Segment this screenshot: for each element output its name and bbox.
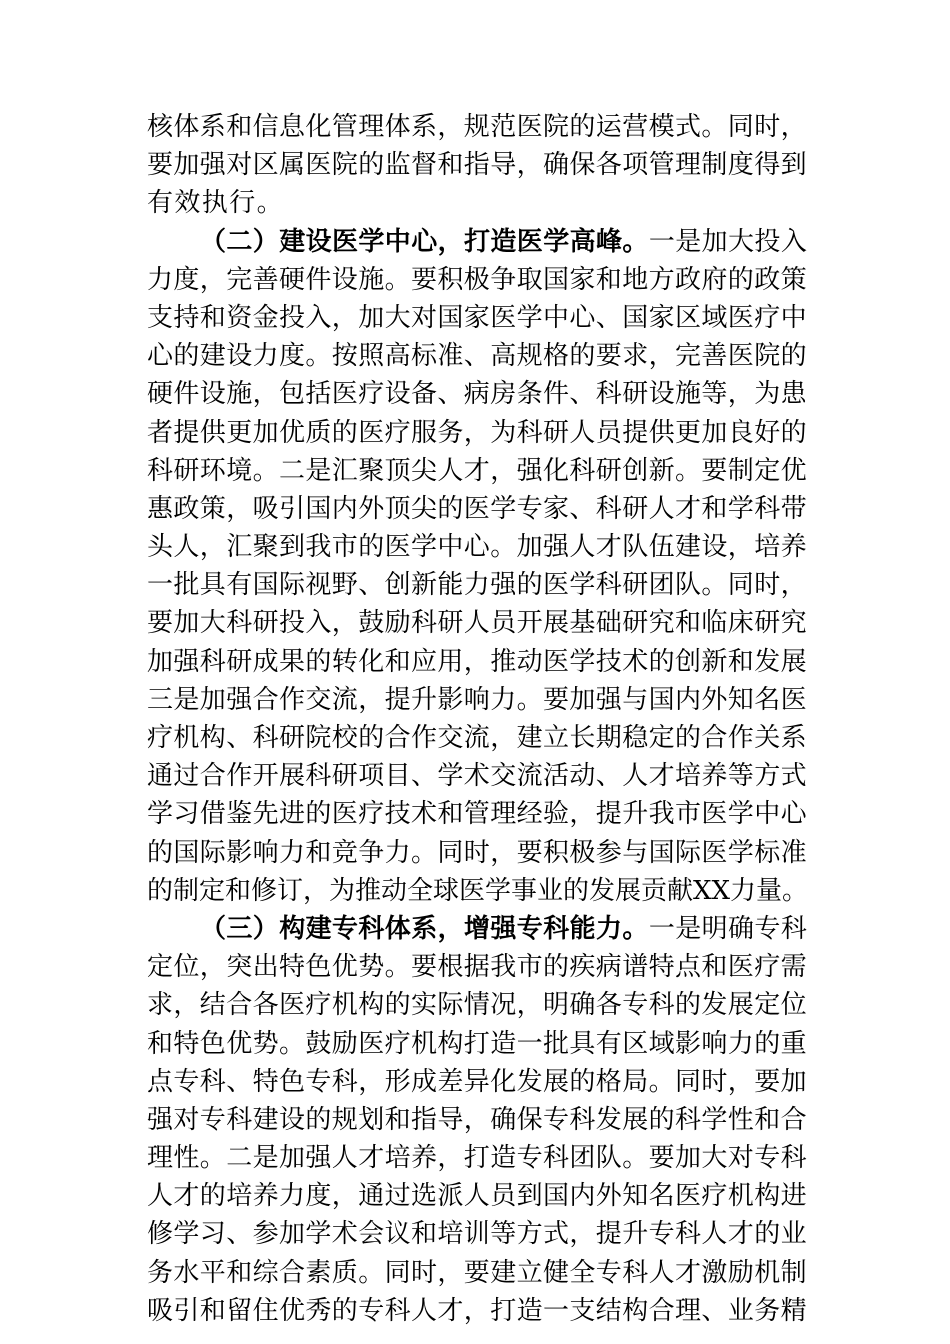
- text-line: 定位，突出特色优势。要根据我市的疾病谱特点和医疗需: [147, 952, 808, 983]
- section-2-lead: 一是加大投入: [648, 226, 808, 257]
- text-line: 通过合作开展科研项目、学术交流活动、人才培养等方式: [147, 761, 808, 792]
- section-2-first-line: [200, 223, 807, 261]
- text-line: 人才的培养力度，通过选派人员到国内外知名医疗机构进: [147, 1181, 808, 1212]
- text-line: 心的建设力度。按照高标准、高规格的要求，完善医院的: [147, 341, 808, 372]
- text-line: 要加大科研投入，鼓励科研人员开展基础研究和临床研究: [147, 608, 808, 639]
- text-line: 加强科研成果的转化和应用，推动医学技术的创新和发展: [147, 646, 808, 677]
- text-line: 理性。二是加强人才培养，打造专科团队。要加大对专科: [147, 1143, 808, 1174]
- text-line: 的制定和修订，为推动全球医学事业的发展贡献XX力量。: [147, 875, 809, 906]
- section-3-first-line: [200, 910, 807, 948]
- text-line: 硬件设施，包括医疗设备、病房条件、科研设施等，为患: [147, 379, 808, 410]
- section-3-heading: （三）构建专科体系，增强专科能力。: [200, 913, 649, 944]
- text-line: 修学习、参加学术会议和培训等方式，提升专科人才的业: [147, 1219, 808, 1250]
- section-2-heading: （二）建设医学中心，打造医学高峰。: [200, 226, 649, 257]
- text-line: 者提供更加优质的医疗服务，为科研人员提供更加良好的: [147, 417, 808, 448]
- text-line: 点专科、特色专科，形成差异化发展的格局。同时，要加: [147, 1066, 808, 1097]
- text-line: 求，结合各医疗机构的实际情况，明确各专科的发展定位: [147, 990, 808, 1021]
- text-line: 和特色优势。鼓励医疗机构打造一批具有区域影响力的重: [147, 1028, 808, 1059]
- text-line: 惠政策，吸引国内外顶尖的医学专家、科研人才和学科带: [147, 493, 808, 524]
- section-3-lead: 一是明确专科: [648, 913, 808, 944]
- text-line: 务水平和综合素质。同时，要建立健全专科人才激励机制: [147, 1257, 808, 1288]
- text-line: 力度，完善硬件设施。要积极争取国家和地方政府的政策: [147, 264, 808, 295]
- text-line: 支持和资金投入，加大对国家医学中心、国家区域医疗中: [147, 302, 808, 333]
- text-line: 头人，汇聚到我市的医学中心。加强人才队伍建设，培养: [147, 532, 808, 563]
- text-line: 有效执行。: [147, 188, 285, 219]
- text-line: 三是加强合作交流，提升影响力。要加强与国内外知名医: [147, 684, 808, 715]
- text-line: 核体系和信息化管理体系，规范医院的运营模式。同时，: [147, 112, 808, 142]
- text-line: 要加强对区属医院的监督和指导，确保各项管理制度得到: [147, 150, 808, 181]
- text-line: 科研环境。二是汇聚顶尖人才，强化科研创新。要制定优: [147, 455, 808, 486]
- text-line: 学习借鉴先进的医疗技术和管理经验，提升我市医学中心: [147, 799, 808, 830]
- text-line: 强对专科建设的规划和指导，确保专科发展的科学性和合: [147, 1104, 808, 1135]
- text-line: 的国际影响力和竞争力。同时，要积极参与国际医学标准: [147, 837, 808, 868]
- text-line: 一批具有国际视野、创新能力强的医学科研团队。同时，: [147, 570, 808, 601]
- text-line: 吸引和留住优秀的专科人才，打造一支结构合理、业务精: [147, 1295, 808, 1326]
- text-line: 疗机构、科研院校的合作交流，建立长期稳定的合作关系: [147, 723, 808, 753]
